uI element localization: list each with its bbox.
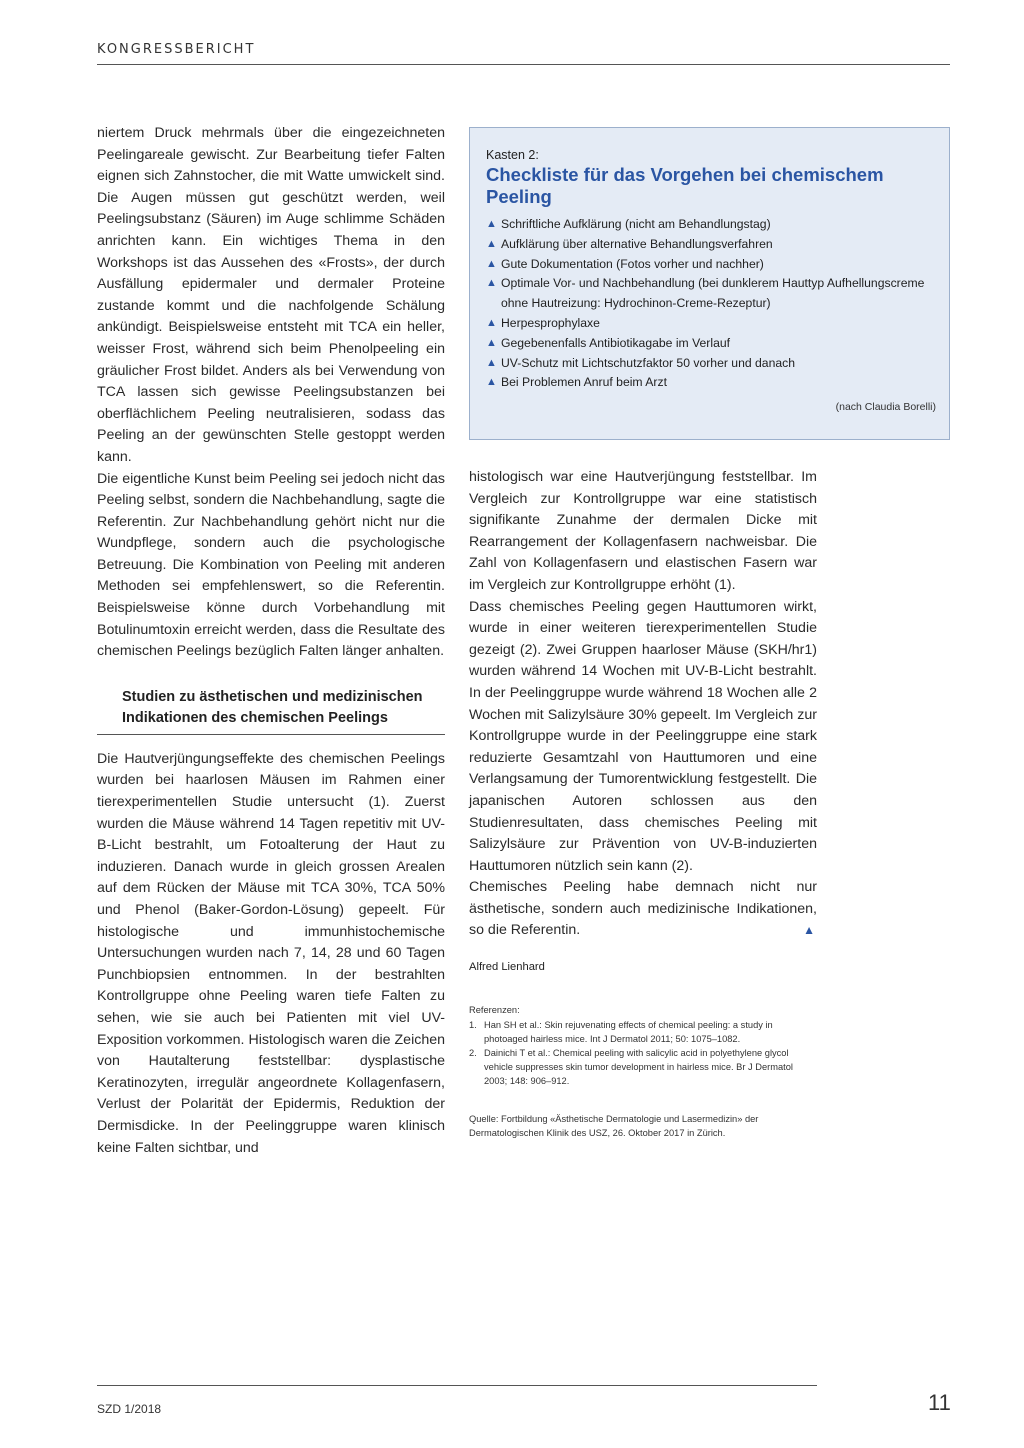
left-column	[97, 123, 445, 1159]
page-number: 11	[928, 1390, 951, 1415]
checklist-item-text: Bei Problemen Anruf beim Arzt	[501, 375, 667, 390]
checklist-item-text: Gute Dokumentation (Fotos vorher und nachher)	[501, 256, 764, 271]
source-note: Quelle: Fortbildung «Ästhetische Dermatologie und Lasermedizin» der Dermatologischen Klinik des USZ, 26. Oktober 2017 in Zürich.	[469, 1114, 759, 1138]
section-label: KONGRESSBERICHT	[97, 42, 256, 57]
reference-number: 2.	[469, 1048, 477, 1058]
checklist-item	[486, 354, 936, 374]
checklist-item-text: Aufklärung über alternative Behandlungsverfahren	[501, 236, 773, 251]
triangle-bullet-icon: ▲	[486, 218, 497, 230]
checklist-item	[486, 334, 936, 354]
checklist-item	[486, 235, 936, 255]
triangle-bullet-icon: ▲	[486, 356, 497, 369]
reference-text: Dainichi T et al.: Chemical peeling with salicylic acid in polyethylene glycol vehicle suppresses skin tumor development in hairless mice. Br J Dermatol 2003; 148: 906–912.	[484, 1048, 793, 1086]
journal-issue: SZD 1/2018	[97, 1402, 162, 1416]
body-paragraph: Die Hautverjüngungseffekte des chemischen Peelings wurden bei haarlosen Mäusen im Rahmen einer tierexperimentellen Studie untersucht (1). Zuerst wurden die Mäuse während 14 Tagen repetitiv mit UV-B-Licht bestrahlt, um Fotoalterung der Haut zu induzieren. Danach wurde in gleich grossen Arealen auf dem Rücken der Mäuse mit TCA 30%, TCA 50% und Phenol (Baker-Gordon-Lösung) gepeelt. Für histologische und immunhistochemische Untersuchungen wurden nach 7, 14, 28 und 60 Tagen Punchbiopsien entnommen. In der bestrahlten Kontrollgruppe ohne Peeling waren tiefe Falten zu sehen, wie sie auch bei Patienten mit viel UV-Exposition vorkommen. Histologisch waren die Zeichen von Hautalterung feststellbar: dysplastische Keratinozyten, irregulär angeordnete Kollagenfasern, Verlust der Polarität der Epidermis, Reduktion der Dermisdicke. In der Peelinggruppe waren klinisch keine Falten sichtbar, und	[97, 750, 445, 1156]
checklist-item	[486, 215, 936, 235]
triangle-bullet-icon: ▲	[486, 336, 497, 349]
reference-item	[469, 1046, 817, 1088]
body-paragraph: Dass chemisches Peeling gegen Hauttumoren wirkt, wurde in einer weiteren tierexperimentellen Studie gezeigt (2). Zwei Gruppen haarloser Mäuse (SKH/hr1) wurden während 14 Wochen mit UV-B-Licht bestrahlt. In der Peelinggruppe wurde während 18 Wochen alle 2 Wochen mit Salizylsäure 30% gepeelt. Im Vergleich zur Kontrollgruppe wurde in der Peelinggruppe eine stark reduzierte Gesamtzahl von Hauttumoren und eine Verlangsamung der Tumorentwicklung festgestellt. Die japanischen Autoren schlossen aus den Studienresultaten, dass chemisches Peeling mit Salizylsäure zur Prävention von UV-B-induzierten Hauttumoren nützlich sein kann (2).	[469, 598, 817, 874]
checklist-item	[486, 314, 936, 334]
checklist-item-text: Herpesprophylaxe	[501, 315, 600, 330]
checklist-item-text: Gegebenenfalls Antibiotikagabe im Verlauf	[501, 335, 731, 350]
triangle-bullet-icon: ▲	[486, 237, 497, 250]
reference-number: 1.	[469, 1020, 477, 1030]
checklist-item-text: UV-Schutz mit Lichtschutzfaktor 50 vorher und danach	[501, 355, 796, 370]
checklist-item	[486, 373, 936, 393]
checklist-item	[486, 274, 936, 314]
references-label: Referenzen:	[469, 1005, 520, 1015]
triangle-bullet-icon: ▲	[486, 376, 497, 389]
checklist	[486, 215, 936, 393]
checklist-item-text: Schriftliche Aufklärung (nicht am Behandlungstag)	[501, 217, 771, 231]
checklist-box	[469, 127, 950, 440]
end-of-article-triangle-icon: ▲	[803, 923, 815, 938]
footer-divider	[97, 1385, 817, 1386]
header-divider	[97, 64, 950, 65]
right-column	[469, 467, 817, 942]
body-paragraph-text: Chemisches Peeling habe demnach nicht nur ästhetische, sondern auch medizinische Indikationen, so die Referentin.	[469, 879, 817, 939]
author-name: Alfred Lienhard	[469, 961, 545, 973]
body-paragraph-final	[469, 877, 817, 942]
section-heading: Studien zu ästhetischen und medizinischen Indikationen des chemischen Peelings	[97, 687, 445, 735]
body-paragraph: Die eigentliche Kunst beim Peeling sei jedoch nicht das Peeling selbst, sondern die Nachbehandlung, sagte die Referentin. Zur Nachbehandlung gehört nicht nur die Wundpflege, sondern auch die psychologische Betreuung. Die Kombination von Peeling mit anderen Methoden sei empfehlenswert, so die Referentin. Beispielsweise könne durch Vorbehandlung mit Botulinumtoxin erreicht werden, dass die Resultate des chemischen Peelings bezüglich Falten länger anhalten.	[97, 470, 445, 660]
reference-item	[469, 1018, 817, 1046]
box-label: Kasten 2:	[486, 148, 539, 162]
body-paragraph: niertem Druck mehrmals über die eingezeichneten Peelingareale gewischt. Zur Bearbeitung tiefer Falten eignen sich Zahnstocher, die mit Watte umwickelt sind. Die Augen müssen gut geschützt werden, weil Peelingsubstanz (Säuren) im Auge schlimme Schäden anrichten kann. Ein wichtiges Thema in den Workshops ist das Aussehen des «Frosts», der durch Ausfällung epidermaler und dermaler Proteine zustande kommt und die nachfolgende Schälung ankündigt. Beispielsweise entsteht mit TCA ein heller, weisser Frost, während sich beim Phenolpeeling ein gräulicher Frost bildet. Anders als bei Verwendung von TCA lassen sich gewisse Peelingsubstanzen bei oberflächlichem Peeling neutralisieren, sodass das Peeling an der gewünschten Stelle gestoppt werden kann.	[97, 125, 445, 465]
reference-text: Han SH et al.: Skin rejuvenating effects of chemical peeling: a study in photoaged hairless mice. Int J Dermatol 2011; 50: 1075–1082.	[484, 1020, 773, 1044]
triangle-bullet-icon: ▲	[486, 316, 497, 329]
box-source: (nach Claudia Borelli)	[835, 401, 936, 414]
checklist-item-text: Optimale Vor- und Nachbehandlung (bei dunklerem Hauttyp Aufhellungscreme ohne Hautreizung: Hydrochinon-Creme-Rezeptur)	[501, 276, 925, 311]
checklist-item	[486, 255, 936, 275]
box-title: Checkliste für das Vorgehen bei chemischem Peeling	[486, 164, 884, 207]
body-paragraph: histologisch war eine Hautverjüngung feststellbar. Im Vergleich zur Kontrollgruppe war eine statistisch signifikante Zunahme der dermalen Dicke mit Rearrangement der Kollagenfasern nachweisbar. Die Zahl von Kollagenfasern und elastischen Fasern war im Vergleich zur Kontrollgruppe erhöht (1).	[469, 469, 817, 593]
references	[469, 1003, 817, 1088]
triangle-bullet-icon: ▲	[486, 277, 497, 290]
triangle-bullet-icon: ▲	[486, 257, 497, 270]
